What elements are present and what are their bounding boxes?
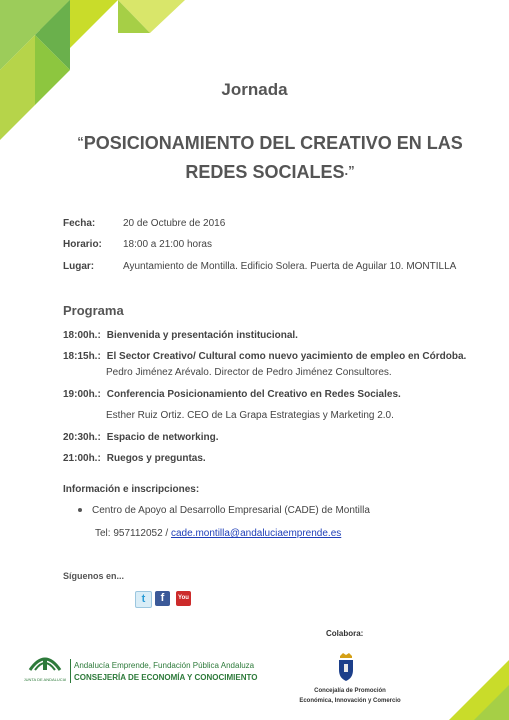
program-text: El Sector Creativo/ Cultural como nuevo yacimiento de empleo en Córdoba. (106, 351, 467, 362)
event-title-text: POSICIONAMIENTO DEL CREATIVO EN LAS REDES SOCIALES (83, 133, 463, 182)
program-item (63, 453, 206, 464)
detail-lugar (63, 261, 456, 272)
program-time: 18:00h.: (63, 330, 101, 341)
program-item (63, 432, 219, 443)
open-quote: “ (77, 134, 84, 149)
bullet-dot (78, 508, 82, 512)
follow-heading: Síguenos en... (63, 571, 125, 581)
contact-heading: Información e inscripciones: (63, 484, 200, 495)
corner-decoration-top (0, 0, 185, 140)
detail-label: Horario: (63, 239, 102, 250)
ja-caption: JUNTA DE ANDALUCIA (24, 677, 66, 682)
contact-center: Centro de Apoyo al Desarrollo Empresarial (CADE) de Montilla (92, 505, 370, 516)
program-item (63, 330, 298, 341)
close-quote: .” (344, 163, 355, 178)
contact-bullet (78, 505, 370, 516)
phone-number: Tel: 957112052 / (95, 528, 169, 539)
detail-label: Lugar: (63, 261, 95, 272)
program-time: 20:30h.: (63, 432, 101, 443)
program-time: 21:00h.: (63, 453, 101, 464)
program-text: Bienvenida y presentación institucional. (106, 330, 298, 341)
ja-line-2: CONSEJERÍA DE ECONOMÍA Y CONOCIMIENTO (74, 673, 258, 682)
detail-fecha (63, 218, 225, 229)
town-crest-logo (336, 652, 356, 682)
facebook-icon[interactable] (155, 591, 170, 606)
program-time: 18:15h.: (63, 351, 101, 362)
colabora-label: Colabora: (326, 629, 364, 638)
program-item (63, 389, 401, 400)
detail-value: 18:00 a 21:00 horas (123, 239, 212, 250)
logo-divider (70, 659, 71, 683)
youtube-icon[interactable] (176, 591, 191, 616)
event-title (60, 128, 480, 186)
twitter-icon[interactable] (135, 591, 152, 608)
ayto-line-1: Concejalía de Promoción (314, 688, 386, 694)
program-text: Conferencia Posicionamiento del Creativo en Redes Sociales. (106, 389, 401, 400)
event-kicker: Jornada (221, 80, 288, 99)
program-speaker: Pedro Jiménez Arévalo. Director de Pedro Jiménez Consultores. (106, 367, 392, 378)
program-text: Espacio de networking. (106, 432, 219, 443)
facebook-glyph: f (160, 592, 165, 604)
twitter-glyph: t (141, 593, 146, 605)
detail-value: Ayuntamiento de Montilla. Edificio Solera. Puerta de Aguilar 10. MONTILLA (123, 261, 457, 272)
program-speaker: Esther Ruiz Ortiz. CEO de La Grapa Estrategias y Marketing 2.0. (106, 410, 394, 421)
program-text: Ruegos y preguntas. (106, 453, 206, 464)
email-link[interactable]: cade.montilla@andaluciaemprende.es (171, 528, 342, 539)
junta-andalucia-logo (24, 650, 66, 684)
corner-decoration-bottom (439, 650, 509, 720)
program-item (63, 351, 466, 362)
detail-label: Fecha: (63, 218, 96, 229)
detail-value: 20 de Octubre de 2016 (123, 218, 226, 229)
program-time: 19:00h.: (63, 389, 101, 400)
ja-line-1: Andalucía Emprende, Fundación Pública Andaluza (74, 661, 255, 670)
detail-horario (63, 239, 212, 250)
contact-phone-line (95, 528, 341, 539)
youtube-glyph: You Tube (176, 595, 191, 616)
programa-heading: Programa (63, 303, 124, 318)
ayto-line-2: Económica, Innovación y Comercio (299, 698, 401, 704)
